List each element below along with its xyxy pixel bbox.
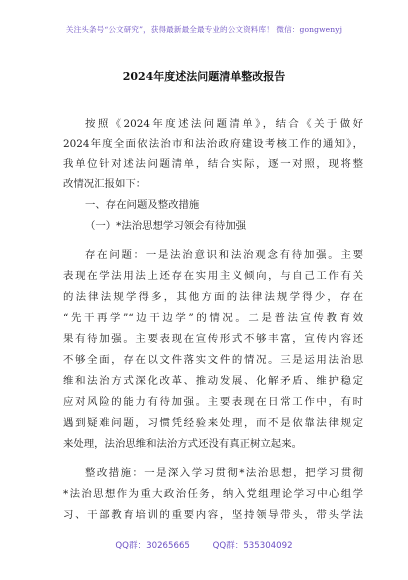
qq-group-2: QQ群：535304092 [212,541,293,551]
paragraph-line: 不够全面，存在以文件落实文件的情况。三是运用法治思 [63,354,363,366]
paragraph-line: 果有待加强。主要表现在宣传形式不够丰富，宣传内容还 [63,333,363,345]
paragraph-line: 习、干部教育培训的重要内容，坚持领导带头，带头学法 [63,509,363,521]
footer-contacts [0,539,408,551]
paragraph-line: 来处理，法治思维和法治方式还没有真正树立起来。 [63,438,302,450]
paragraph-line: 改情况汇报如下： [63,178,147,190]
paragraph-line: 存在问题：一是法治意识和法治观念有待加强。主要 [85,249,363,261]
paragraph-line: 遇到疑难问题，习惯凭经验来处理，而不是依靠法律规定 [63,417,363,429]
paragraph-line: 的法律法规学得多，其他方面的法律法规学得少，存在 [63,291,363,303]
qq-group-1: QQ群：30265665 [115,541,190,551]
paragraph-line: 表现在学法用法上还存在实用主义倾向，与自己工作有关 [63,270,363,282]
paragraph-line: *法治思想作为重大政治任务，纳入党组理论学习中心组学 [63,488,363,500]
paragraph-line: “先干再学”“边干边学”的情况。二是普法宣传教育效 [63,312,363,324]
paragraph-line: 我单位针对述法问题清单，结合实际，逐一对照，现将整 [63,158,363,170]
paragraph-line: 2024年度全面依法治市和法治政府建设考核工作的通知》， [63,138,363,150]
section-heading: 一、存在问题及整改措施 [85,199,200,211]
document-title: 2024年度述法问题清单整改报告 [122,70,286,83]
paragraph-line: 整改措施：一是深入学习贯彻*法治思想，把学习贯彻 [85,467,363,479]
paragraph-line: 按照《2024年度述法问题清单》，结合《关于做好 [85,118,363,130]
paragraph-line: 应对风险的能力有待加强。主要表现在日常工作中，有时 [63,396,363,408]
header-banner: 关注头条号“公文研究”，获得最新最全最专业的公文资料库！ 微信：gongwenyj [65,25,343,34]
paragraph-line: 维和法治方式深化改革、推动发展、化解矛盾、维护稳定 [63,375,363,387]
subsection-heading: （一）*法治思想学习领会有待加强 [85,220,247,232]
